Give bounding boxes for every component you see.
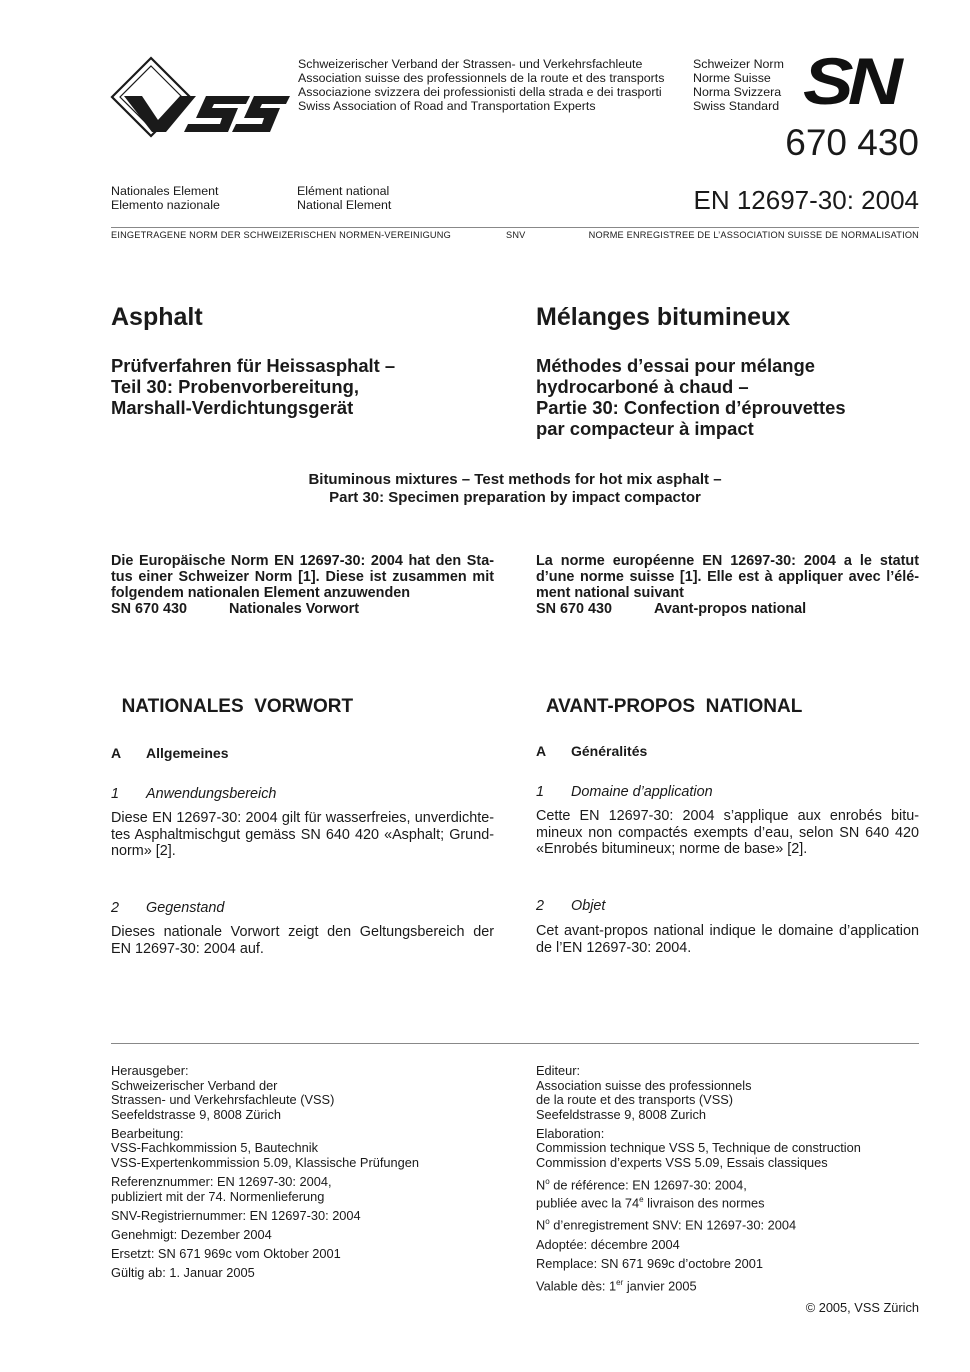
- intro-de: [111, 553, 494, 617]
- footer-line: Association suisse des professionnels: [536, 1077, 752, 1093]
- valid-fr: [536, 1276, 919, 1294]
- subsection-1-fr-num: 1: [536, 784, 545, 800]
- publisher-fr: [536, 1064, 919, 1122]
- intro-de-code-row: [111, 601, 494, 617]
- footer-fr: [536, 1064, 919, 1298]
- title-fr-text: Mélanges bitumineux: [536, 303, 791, 331]
- footer-line: Herausgeber:: [111, 1063, 189, 1078]
- paragraph-line: EN 12697-30: 2004 auf.: [111, 940, 264, 957]
- footer-line: VSS-Fachkommission 5, Bautechnik: [111, 1140, 318, 1156]
- footer-line: Seefeldstrasse 9, 8008 Zürich: [111, 1106, 282, 1122]
- footer-divider: [111, 1043, 919, 1044]
- section-a-fr: [536, 743, 647, 759]
- intro-fr-line: ment national suivant: [536, 585, 684, 601]
- foreword-heading-de: [111, 674, 353, 718]
- paragraph-line: Cet avant-propos national indique le domaine d’application: [536, 923, 919, 939]
- section-a-de-title: Allgemeines: [146, 745, 229, 761]
- footer-sup: o: [545, 1177, 550, 1187]
- subtitle-fr-line: Méthodes d’essai pour mélange: [536, 355, 815, 376]
- paragraph-line: norm» [2].: [111, 843, 176, 860]
- subsection-2-fr-num: 2: [536, 898, 545, 914]
- footer-line: publiziert mit der 74. Normenlieferung: [111, 1188, 325, 1204]
- publisher-de: [111, 1064, 511, 1122]
- intro-fr-code: SN 670 430: [536, 601, 613, 617]
- paragraph-line: mineux non compactés exempts d’eau, selon SN 640 420: [536, 824, 919, 841]
- footer-text: publiée avec la 74: [536, 1195, 640, 1211]
- intro-fr: [536, 553, 919, 617]
- subsection-1-de: [111, 786, 276, 802]
- editing-de: [111, 1127, 511, 1171]
- intro-fr-label: Avant-propos national: [654, 601, 807, 617]
- subsection-1-de-text: [111, 810, 494, 860]
- footer-text: N: [536, 1177, 546, 1193]
- intro-fr-code-row: [536, 601, 919, 617]
- subsection-2-de-num: 2: [111, 900, 120, 916]
- org-line: Association suisse des professionnels de la route et des transports: [298, 71, 665, 85]
- footer-line: Schweizerischer Verband der: [111, 1077, 278, 1093]
- footer-line: Gültig ab: 1. Januar 2005: [111, 1265, 255, 1281]
- intro-de-label: Nationales Vorwort: [229, 601, 360, 617]
- subsection-2-de-title: Gegenstand: [146, 900, 225, 916]
- title-en: [111, 471, 919, 507]
- replaces-fr: [536, 1257, 919, 1272]
- editing-fr: [536, 1127, 919, 1171]
- footer-sup: er: [616, 1277, 624, 1287]
- title-en-line: Part 30: Specimen preparation by impact compactor: [329, 489, 701, 506]
- footer-line: Commission d’experts VSS 5.09, Essais classiques: [536, 1155, 828, 1171]
- subsection-1-de-num: 1: [111, 786, 120, 802]
- footer-sup: e: [639, 1195, 644, 1205]
- subtitle-fr: [536, 355, 846, 439]
- registry-right: [589, 230, 919, 240]
- subtitle-fr-line: par compacteur à impact: [536, 418, 754, 439]
- footer-line: [536, 1276, 919, 1294]
- footer-text: Valable dès: 1: [536, 1278, 617, 1294]
- footer-line: Adoptée: décembre 2004: [536, 1236, 680, 1252]
- footer-line: VSS-Expertenkommission 5.09, Klassische Prüfungen: [111, 1155, 419, 1171]
- registry-left: [111, 230, 451, 240]
- registry-fr: [536, 1215, 919, 1233]
- registry-left-text: EINGETRAGENE NORM DER SCHWEIZERISCHEN NORMEN-VEREINIGUNG: [111, 230, 451, 240]
- footer-line: Editeur:: [536, 1063, 581, 1078]
- footer-text: livraison des normes: [643, 1195, 765, 1211]
- subtitle-de: [111, 355, 395, 418]
- registry-mid-text: SNV: [506, 230, 526, 240]
- element-label: Nationales Element: [111, 184, 219, 198]
- paragraph-line: Diese EN 12697-30: 2004 gilt für wasserfreies, unverdichte-: [111, 810, 494, 826]
- subsection-2-fr-title: Objet: [571, 898, 606, 914]
- approved-fr: [536, 1238, 919, 1253]
- reference-de: [111, 1175, 511, 1204]
- subsection-2-de: [111, 900, 224, 916]
- org-line: Schweizerischer Verband der Strassen- und Verkehrsfachleute: [298, 57, 643, 71]
- subtitle-de-line: Prüfverfahren für Heissasphalt –: [111, 355, 396, 376]
- vss-logo: [110, 56, 290, 140]
- valid-de: [111, 1266, 511, 1281]
- element-right: [297, 184, 391, 212]
- subsection-2-de-text: [111, 924, 494, 957]
- footer-line: SNV-Registriernummer: EN 12697-30: 2004: [111, 1207, 361, 1223]
- footer-line: de la route et des transports (VSS): [536, 1092, 734, 1108]
- footer-line: Seefeldstrasse 9, 8008 Zurich: [536, 1106, 707, 1122]
- approved-de: [111, 1228, 511, 1243]
- title-de: [111, 303, 203, 332]
- subsection-1-fr-text: [536, 808, 919, 858]
- norm-line: Norme Suisse: [693, 71, 771, 85]
- en-reference: [693, 185, 919, 215]
- organization-names: [298, 57, 664, 113]
- subsection-1-fr-title: Domaine d’application: [571, 784, 713, 800]
- footer-text: janvier 2005: [623, 1278, 697, 1294]
- footer-line: Bearbeitung:: [111, 1125, 184, 1141]
- footer-line: [536, 1215, 919, 1233]
- foreword-heading-de-text: NATIONALES VORWORT: [121, 696, 354, 717]
- subtitle-de-line: Marshall-Verdichtungsgerät: [111, 397, 354, 418]
- section-a-fr-num: A: [536, 743, 547, 759]
- subtitle-fr-line: hydrocarboné à chaud –: [536, 376, 749, 397]
- paragraph-line: tes Asphaltmischgut gemäss SN 640 420 «Asphalt; Grund-: [111, 826, 494, 843]
- element-left: [111, 184, 220, 212]
- registry-mid: [506, 230, 526, 240]
- intro-fr-line: La norme européenne EN 12697-30: 2004 a le statut: [536, 553, 919, 569]
- norm-line: Norma Svizzera: [693, 85, 782, 99]
- subsection-2-fr-text: [536, 923, 919, 956]
- footer-sup: o: [545, 1217, 550, 1227]
- foreword-heading-fr-text: AVANT-PROPOS NATIONAL: [545, 696, 803, 717]
- footer-text: de référence: EN 12697-30: 2004,: [549, 1177, 747, 1193]
- en-reference-text: EN 12697-30: 2004: [693, 185, 919, 215]
- replaces-de: [111, 1247, 511, 1262]
- intro-fr-line: d’une norme suisse [1]. Elle est à appliquer avec l’élé-: [536, 569, 919, 585]
- subtitle-de-line: Teil 30: Probenvorbereitung,: [111, 376, 359, 397]
- norm-number-text: 670 430: [785, 122, 919, 163]
- footer-text: N: [536, 1217, 546, 1233]
- title-en-line: Bituminous mixtures – Test methods for hot mix asphalt –: [308, 471, 722, 488]
- footer-line: Genehmigt: Dezember 2004: [111, 1226, 272, 1242]
- intro-de-line: folgendem nationalen Element anzuwenden: [111, 585, 411, 601]
- intro-de-line: Die Europäische Norm EN 12697-30: 2004 hat den Sta-: [111, 553, 494, 569]
- footer-line: Strassen- und Verkehrsfachleute (VSS): [111, 1092, 335, 1108]
- intro-de-line: tus einer Schweizer Norm [1]. Diese ist zusammen mit: [111, 569, 494, 585]
- paragraph-line: «Enrobés bitumineux; norme de base» [2].: [536, 841, 808, 858]
- org-line: Associazione svizzera dei professionisti della strada e dei trasporti: [298, 85, 662, 99]
- title-de-text: Asphalt: [111, 303, 203, 331]
- copyright: [806, 1301, 919, 1316]
- intro-de-code: SN 670 430: [111, 601, 188, 617]
- footer-line: Commission technique VSS 5, Technique de construction: [536, 1140, 861, 1156]
- section-a-de-num: A: [111, 745, 122, 761]
- norm-type-labels: [693, 57, 784, 113]
- copyright-text: © 2005, VSS Zürich: [805, 1300, 919, 1315]
- registry-de: [111, 1209, 511, 1224]
- subsection-1-de-title: Anwendungsbereich: [146, 786, 277, 802]
- header-divider: [111, 227, 919, 228]
- sn-logo-text: SN: [803, 44, 897, 118]
- paragraph-line: Dieses nationale Vorwort zeigt den Geltungsbereich der: [111, 924, 494, 940]
- norm-number: [785, 122, 919, 164]
- norm-line: Schweizer Norm: [693, 57, 784, 71]
- subtitle-fr-line: Partie 30: Confection d’éprouvettes: [536, 397, 846, 418]
- footer-line: Elaboration:: [536, 1125, 605, 1141]
- paragraph-line: Cette EN 12697-30: 2004 s’applique aux enrobés bitu-: [536, 808, 919, 824]
- element-label: Elément national: [297, 184, 390, 198]
- foreword-heading-fr: [536, 674, 802, 718]
- footer-line: [536, 1175, 919, 1193]
- sn-logo: [803, 44, 939, 118]
- org-line: Swiss Association of Road and Transportation Experts: [298, 99, 596, 113]
- footer-line: Remplace: SN 671 969c d’octobre 2001: [536, 1255, 763, 1271]
- subsection-2-fr: [536, 898, 605, 914]
- section-a-de: [111, 745, 228, 761]
- footer-line: Referenznummer: EN 12697-30: 2004,: [111, 1174, 332, 1190]
- footer-text: d’enregistrement SNV: EN 12697-30: 2004: [549, 1217, 797, 1233]
- section-a-fr-title: Généralités: [571, 743, 648, 759]
- footer-de: [111, 1064, 511, 1285]
- footer-line: Ersetzt: SN 671 969c vom Oktober 2001: [111, 1246, 341, 1262]
- subsection-1-fr: [536, 784, 713, 800]
- paragraph-line: de l’EN 12697-30: 2004.: [536, 939, 692, 956]
- element-label: National Element: [297, 198, 392, 212]
- reference-fr: [536, 1175, 919, 1211]
- footer-line: [536, 1193, 919, 1211]
- registry-right-text: NORME ENREGISTREE DE L’ASSOCIATION SUISSE DE NORMALISATION: [588, 230, 919, 240]
- title-fr: [536, 303, 790, 332]
- element-label: Elemento nazionale: [111, 198, 220, 212]
- norm-line: Swiss Standard: [693, 99, 780, 113]
